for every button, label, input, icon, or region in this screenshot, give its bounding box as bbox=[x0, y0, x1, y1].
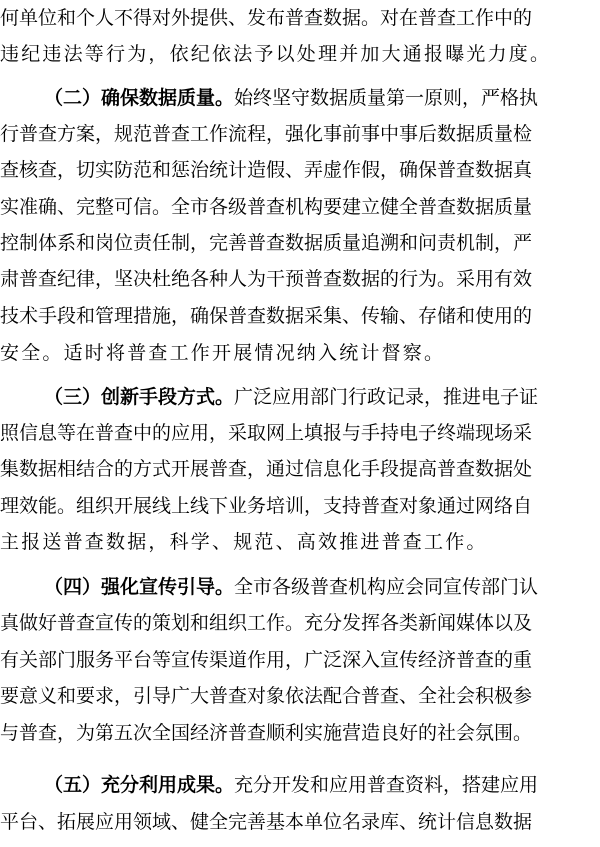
text-line: 平台、拓展应用领域、健全完善基本单位名录库、统计信息数据 bbox=[0, 811, 533, 833]
text-span: 充分开发和应用普查资料，搭建应用 bbox=[234, 774, 539, 796]
text-line: 真做好普查宣传的策划和组织工作。充分发挥各类新闻媒体以及 bbox=[0, 612, 533, 634]
text-line: 有关部门服务平台等宣传渠道作用，广泛深入宣传经济普查的重 bbox=[0, 649, 533, 671]
text-line: 技术手段和管理措施，确保普查数据采集、传输、存储和使用的 bbox=[0, 305, 533, 327]
text-line: 安全。适时将普查工作开展情况纳入统计督察。 bbox=[0, 342, 446, 364]
text-line: 照信息等在普查中的应用，采取网上填报与手持电子终端现场采 bbox=[0, 422, 533, 444]
text-line: 控制体系和岗位责任制，完善普查数据质量追溯和问责机制，严 bbox=[0, 232, 533, 254]
section-heading: （四）强化宣传引导。 bbox=[44, 576, 235, 598]
text-line: 集数据相结合的方式开展普查，通过信息化手段提高普查数据处 bbox=[0, 458, 533, 480]
text-line: 行普查方案，规范普查工作流程，强化事前事中事后数据质量检 bbox=[0, 123, 533, 145]
text-line: 违纪违法等行为，依纪依法予以处理并加大通报曝光力度。 bbox=[0, 43, 552, 65]
section-heading: （二）确保数据质量。 bbox=[44, 87, 235, 109]
section-heading: （五）充分利用成果。 bbox=[44, 774, 235, 796]
text-line: 与普查，为第五次全国经济普查顺利实施营造良好的社会氛围。 bbox=[0, 722, 533, 744]
text-line: 肃普查纪律，坚决杜绝各种人为干预普查数据的行为。采用有效 bbox=[0, 268, 533, 290]
section-heading: （三）创新手段方式。 bbox=[44, 386, 235, 408]
text-line: 何单位和个人不得对外提供、发布普查数据。对在普查工作中的 bbox=[0, 7, 533, 29]
text-line: 查核查，切实防范和惩治统计造假、弄虚作假，确保普查数据真 bbox=[0, 159, 533, 181]
text-line: 理效能。组织开展线上线下业务培训，支持普查对象通过网络自 bbox=[0, 495, 533, 517]
paragraph-first-line bbox=[44, 768, 600, 802]
text-span: 全市各级普查机构应会同宣传部门认 bbox=[234, 576, 539, 598]
text-line: 主报送普查数据，科学、规范、高效推进普查工作。 bbox=[0, 531, 488, 553]
paragraph-first-line bbox=[44, 380, 600, 414]
paragraph-first-line bbox=[44, 570, 600, 604]
text-span: 广泛应用部门行政记录，推进电子证 bbox=[234, 386, 539, 408]
text-span: 始终坚守数据质量第一原则，严格执 bbox=[234, 87, 539, 109]
text-line: 实准确、完整可信。全市各级普查机构要建立健全普查数据质量 bbox=[0, 196, 533, 218]
text-line: 要意义和要求，引导广大普查对象依法配合普查、全社会积极参 bbox=[0, 685, 533, 707]
paragraph-first-line bbox=[44, 81, 600, 115]
